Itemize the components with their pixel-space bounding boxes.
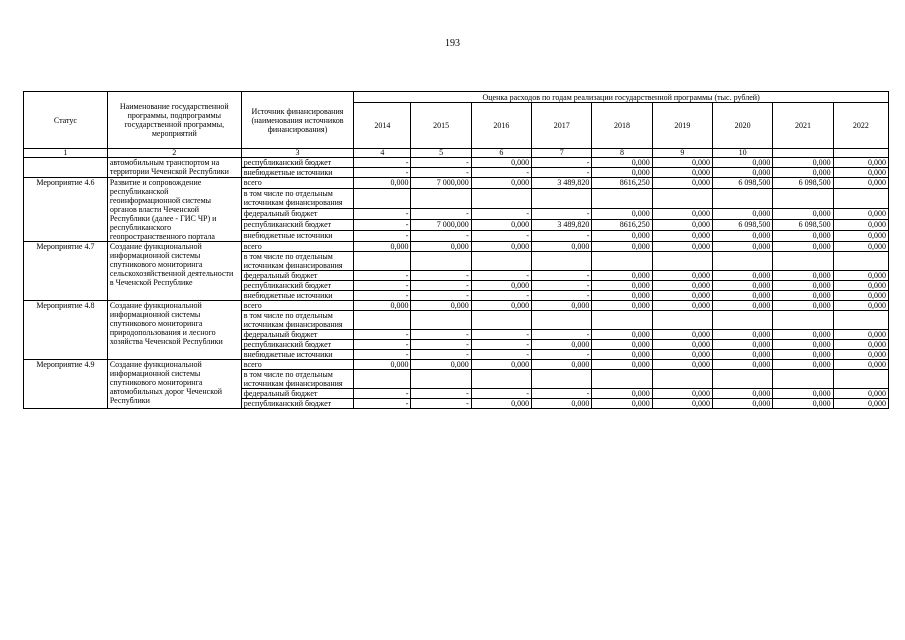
amount-cell [773,370,833,389]
amount-cell [411,188,471,209]
amount-cell: 0,000 [833,271,888,281]
amount-cell: 0,000 [592,168,652,178]
funding-source-cell: внебюджетные источники [241,350,353,360]
amount-cell: 0,000 [652,242,712,252]
amount-cell: - [354,291,411,301]
amount-cell: - [532,168,592,178]
amount-cell: - [532,158,592,168]
amount-cell: 0,000 [652,271,712,281]
amount-cell: 0,000 [713,168,773,178]
column-number: 10 [713,149,773,158]
amount-cell: 6 098,500 [773,178,833,189]
amount-cell: 0,000 [773,281,833,291]
amount-cell: 0,000 [713,330,773,340]
amount-cell: 0,000 [471,399,531,409]
status-cell: Мероприятие 4.9 [24,360,108,409]
amount-cell: 3 489,820 [532,220,592,231]
amount-cell: - [411,330,471,340]
amount-cell: 0,000 [532,340,592,350]
amount-cell: 0,000 [592,281,652,291]
amount-cell: 7 000,000 [411,178,471,189]
amount-cell: 8616,250 [592,220,652,231]
amount-cell: 0,000 [713,301,773,311]
amount-cell: 0,000 [532,360,592,370]
status-cell: Мероприятие 4.8 [24,301,108,360]
amount-cell: 8616,250 [592,178,652,189]
amount-cell: 0,000 [652,360,712,370]
amount-cell: 0,000 [592,271,652,281]
header-source: Источник финансирования (наименования источников финансирования) [241,92,353,149]
amount-cell: - [532,389,592,399]
amount-cell: 0,000 [354,301,411,311]
amount-cell: 0,000 [833,340,888,350]
amount-cell: 0,000 [713,291,773,301]
amount-cell: - [471,340,531,350]
amount-cell: 0,000 [713,271,773,281]
amount-cell: 0,000 [471,301,531,311]
amount-cell: 0,000 [532,242,592,252]
header-year: 2022 [833,103,888,149]
amount-cell: 0,000 [713,340,773,350]
amount-cell: 0,000 [713,389,773,399]
amount-cell [592,311,652,330]
funding-source-cell: республиканский бюджет [241,340,353,350]
amount-cell [532,370,592,389]
amount-cell [713,188,773,209]
amount-cell: 0,000 [833,330,888,340]
amount-cell: 0,000 [713,209,773,220]
amount-cell: 0,000 [833,399,888,409]
status-cell: Мероприятие 4.7 [24,242,108,301]
column-number: 3 [241,149,353,158]
amount-cell [532,311,592,330]
measure-name-cell: автомобильным транспортом на территории Чеченской Республики [107,158,241,178]
amount-cell [833,370,888,389]
amount-cell [411,311,471,330]
amount-cell: 0,000 [773,350,833,360]
amount-cell: 0,000 [652,168,712,178]
amount-cell: 0,000 [592,360,652,370]
amount-cell: 0,000 [411,301,471,311]
funding-source-cell: республиканский бюджет [241,158,353,168]
amount-cell: 0,000 [833,168,888,178]
amount-cell [592,252,652,271]
amount-cell: - [354,330,411,340]
amount-cell: 0,000 [833,231,888,242]
amount-cell: 7 000,000 [411,220,471,231]
amount-cell: - [354,281,411,291]
amount-cell: 0,000 [773,168,833,178]
amount-cell: - [532,271,592,281]
amount-cell: 0,000 [652,209,712,220]
amount-cell: 0,000 [652,399,712,409]
amount-cell: 0,000 [713,350,773,360]
amount-cell: 0,000 [652,291,712,301]
header-year: 2017 [532,103,592,149]
amount-cell: 0,000 [833,389,888,399]
amount-cell: - [354,220,411,231]
column-number: 5 [411,149,471,158]
column-number: 6 [471,149,531,158]
amount-cell: 0,000 [354,242,411,252]
amount-cell: - [532,231,592,242]
amount-cell: 0,000 [471,360,531,370]
amount-cell [773,252,833,271]
amount-cell: - [532,350,592,360]
amount-cell [592,188,652,209]
amount-cell [833,252,888,271]
amount-cell: 0,000 [652,178,712,189]
amount-cell: 0,000 [833,209,888,220]
amount-cell [471,188,531,209]
funding-source-cell: федеральный бюджет [241,389,353,399]
funding-source-cell: внебюджетные источники [241,168,353,178]
amount-cell [652,370,712,389]
funding-source-cell: всего [241,360,353,370]
amount-cell: - [411,340,471,350]
amount-cell: 0,000 [652,231,712,242]
table-row [24,242,889,252]
amount-cell: - [354,231,411,242]
amount-cell: - [411,168,471,178]
amount-cell: - [354,350,411,360]
amount-cell: - [411,350,471,360]
funding-source-cell: федеральный бюджет [241,209,353,220]
amount-cell [713,252,773,271]
amount-cell: 0,000 [713,158,773,168]
amount-cell: 0,000 [354,178,411,189]
funding-source-cell: федеральный бюджет [241,271,353,281]
column-number: 8 [592,149,652,158]
funding-source-cell: внебюджетные источники [241,231,353,242]
amount-cell: 0,000 [773,301,833,311]
amount-cell: 0,000 [713,242,773,252]
header-estimate: Оценка расходов по годам реализации государственной программы (тыс. рублей) [354,92,889,103]
amount-cell: 0,000 [652,389,712,399]
amount-cell [354,252,411,271]
amount-cell: - [411,231,471,242]
header-year: 2014 [354,103,411,149]
amount-cell: 0,000 [592,291,652,301]
amount-cell: 3 489,820 [532,178,592,189]
amount-cell: 0,000 [833,158,888,168]
amount-cell: 0,000 [833,281,888,291]
amount-cell: 0,000 [652,330,712,340]
funding-source-cell: всего [241,301,353,311]
table-row [24,158,889,168]
amount-cell [713,370,773,389]
amount-cell: 0,000 [652,350,712,360]
funding-source-cell: в том числе по отдельным источникам финансирования [241,311,353,330]
table-row [24,178,889,189]
header-year: 2020 [713,103,773,149]
measure-name-cell: Создание функциональной информационной системы спутникового мониторинга автомобильных дорог Чеченской Республики [107,360,241,409]
amount-cell: 0,000 [471,242,531,252]
amount-cell [411,370,471,389]
amount-cell [652,188,712,209]
amount-cell: - [411,281,471,291]
amount-cell: 0,000 [592,389,652,399]
amount-cell: - [532,291,592,301]
amount-cell [713,311,773,330]
amount-cell: - [471,271,531,281]
column-number [773,149,833,158]
amount-cell: 0,000 [592,340,652,350]
status-cell: Мероприятие 4.6 [24,178,108,242]
amount-cell: 0,000 [833,291,888,301]
amount-cell: 0,000 [833,350,888,360]
amount-cell: 0,000 [592,242,652,252]
amount-cell: - [411,389,471,399]
amount-cell: - [471,389,531,399]
amount-cell: - [532,281,592,291]
amount-cell: - [471,168,531,178]
header-name: Наименование государственной программы, подпрограммы государственной программы, мероприятий [107,92,241,149]
amount-cell: - [471,209,531,220]
funding-source-cell: в том числе по отдельным источникам финансирования [241,188,353,209]
amount-cell [652,252,712,271]
amount-cell: 0,000 [652,301,712,311]
amount-cell: - [354,209,411,220]
amount-cell: 0,000 [592,301,652,311]
amount-cell: 0,000 [833,360,888,370]
header-year: 2018 [592,103,652,149]
amount-cell: 0,000 [773,399,833,409]
amount-cell: 0,000 [773,242,833,252]
amount-cell: 0,000 [592,231,652,242]
amount-cell: 0,000 [471,158,531,168]
amount-cell [773,188,833,209]
amount-cell: 6 098,500 [773,220,833,231]
amount-cell: 0,000 [833,301,888,311]
amount-cell: 0,000 [592,330,652,340]
funding-source-cell: всего [241,178,353,189]
funding-source-cell: внебюджетные источники [241,291,353,301]
amount-cell: 0,000 [773,340,833,350]
table-row [24,301,889,311]
status-cell [24,158,108,178]
column-number: 4 [354,149,411,158]
column-number: 2 [107,149,241,158]
amount-cell [354,370,411,389]
amount-cell: 0,000 [652,158,712,168]
page-number: 193 [445,38,460,49]
amount-cell [833,188,888,209]
measure-name-cell: Развитие и сопровождение республиканской геоинформационной системы органов власти Чеченской Республики (далее - ГИС ЧР) и республиканского геопространственного портала [107,178,241,242]
header-year: 2016 [471,103,531,149]
amount-cell: 0,000 [471,220,531,231]
amount-cell [411,252,471,271]
amount-cell: 0,000 [532,399,592,409]
amount-cell [471,370,531,389]
budget-table [23,91,889,409]
amount-cell: 0,000 [592,209,652,220]
funding-source-cell: всего [241,242,353,252]
amount-cell: 0,000 [713,399,773,409]
funding-source-cell: республиканский бюджет [241,220,353,231]
measure-name-cell: Создание функциональной информационной системы спутникового мониторинга сельскохозяйственной деятельности в Чеченской Республике [107,242,241,301]
amount-cell [532,188,592,209]
amount-cell [354,188,411,209]
amount-cell: 0,000 [592,350,652,360]
amount-cell: - [532,330,592,340]
header-status: Статус [24,92,108,149]
amount-cell: - [411,271,471,281]
amount-cell: 0,000 [532,301,592,311]
amount-cell: 0,000 [713,231,773,242]
amount-cell [773,311,833,330]
amount-cell [354,311,411,330]
funding-source-cell: в том числе по отдельным источникам финансирования [241,370,353,389]
amount-cell: - [411,399,471,409]
amount-cell: - [354,389,411,399]
header-year: 2015 [411,103,471,149]
amount-cell [532,252,592,271]
amount-cell: 0,000 [354,360,411,370]
amount-cell [471,252,531,271]
amount-cell: - [354,158,411,168]
amount-cell: - [411,158,471,168]
funding-source-cell: федеральный бюджет [241,330,353,340]
table-row [24,360,889,370]
amount-cell: 0,000 [773,231,833,242]
amount-cell: 6 098,500 [713,220,773,231]
column-number [833,149,888,158]
column-number: 1 [24,149,108,158]
amount-cell [592,370,652,389]
amount-cell: 0,000 [471,178,531,189]
column-number: 7 [532,149,592,158]
amount-cell: 0,000 [652,220,712,231]
amount-cell: 0,000 [773,271,833,281]
amount-cell [652,311,712,330]
amount-cell: 0,000 [713,360,773,370]
amount-cell: 0,000 [411,360,471,370]
amount-cell: 0,000 [773,389,833,399]
amount-cell: - [532,209,592,220]
column-number: 9 [652,149,712,158]
amount-cell: 0,000 [713,281,773,291]
amount-cell: 0,000 [652,340,712,350]
amount-cell: 0,000 [773,209,833,220]
amount-cell: - [471,330,531,340]
amount-cell: 0,000 [592,158,652,168]
amount-cell: - [471,350,531,360]
amount-cell: - [411,209,471,220]
amount-cell: 0,000 [592,399,652,409]
amount-cell: 0,000 [833,242,888,252]
amount-cell: 0,000 [773,291,833,301]
amount-cell [471,311,531,330]
amount-cell: - [411,291,471,301]
amount-cell: 0,000 [411,242,471,252]
amount-cell: - [354,168,411,178]
amount-cell: - [471,291,531,301]
amount-cell: - [471,231,531,242]
amount-cell: 0,000 [773,360,833,370]
amount-cell: 0,000 [652,281,712,291]
amount-cell: 6 098,500 [713,178,773,189]
amount-cell: - [354,340,411,350]
funding-source-cell: республиканский бюджет [241,281,353,291]
header-year: 2019 [652,103,712,149]
amount-cell: 0,000 [471,281,531,291]
amount-cell: 0,000 [833,178,888,189]
amount-cell: 0,000 [833,220,888,231]
amount-cell: - [354,399,411,409]
funding-source-cell: республиканский бюджет [241,399,353,409]
header-year: 2021 [773,103,833,149]
amount-cell: - [354,271,411,281]
funding-source-cell: в том числе по отдельным источникам финансирования [241,252,353,271]
measure-name-cell: Создание функциональной информационной системы спутникового мониторинга природопользования и лесного хозяйства Чеченской Республики [107,301,241,360]
amount-cell: 0,000 [773,158,833,168]
amount-cell: 0,000 [773,330,833,340]
amount-cell [833,311,888,330]
